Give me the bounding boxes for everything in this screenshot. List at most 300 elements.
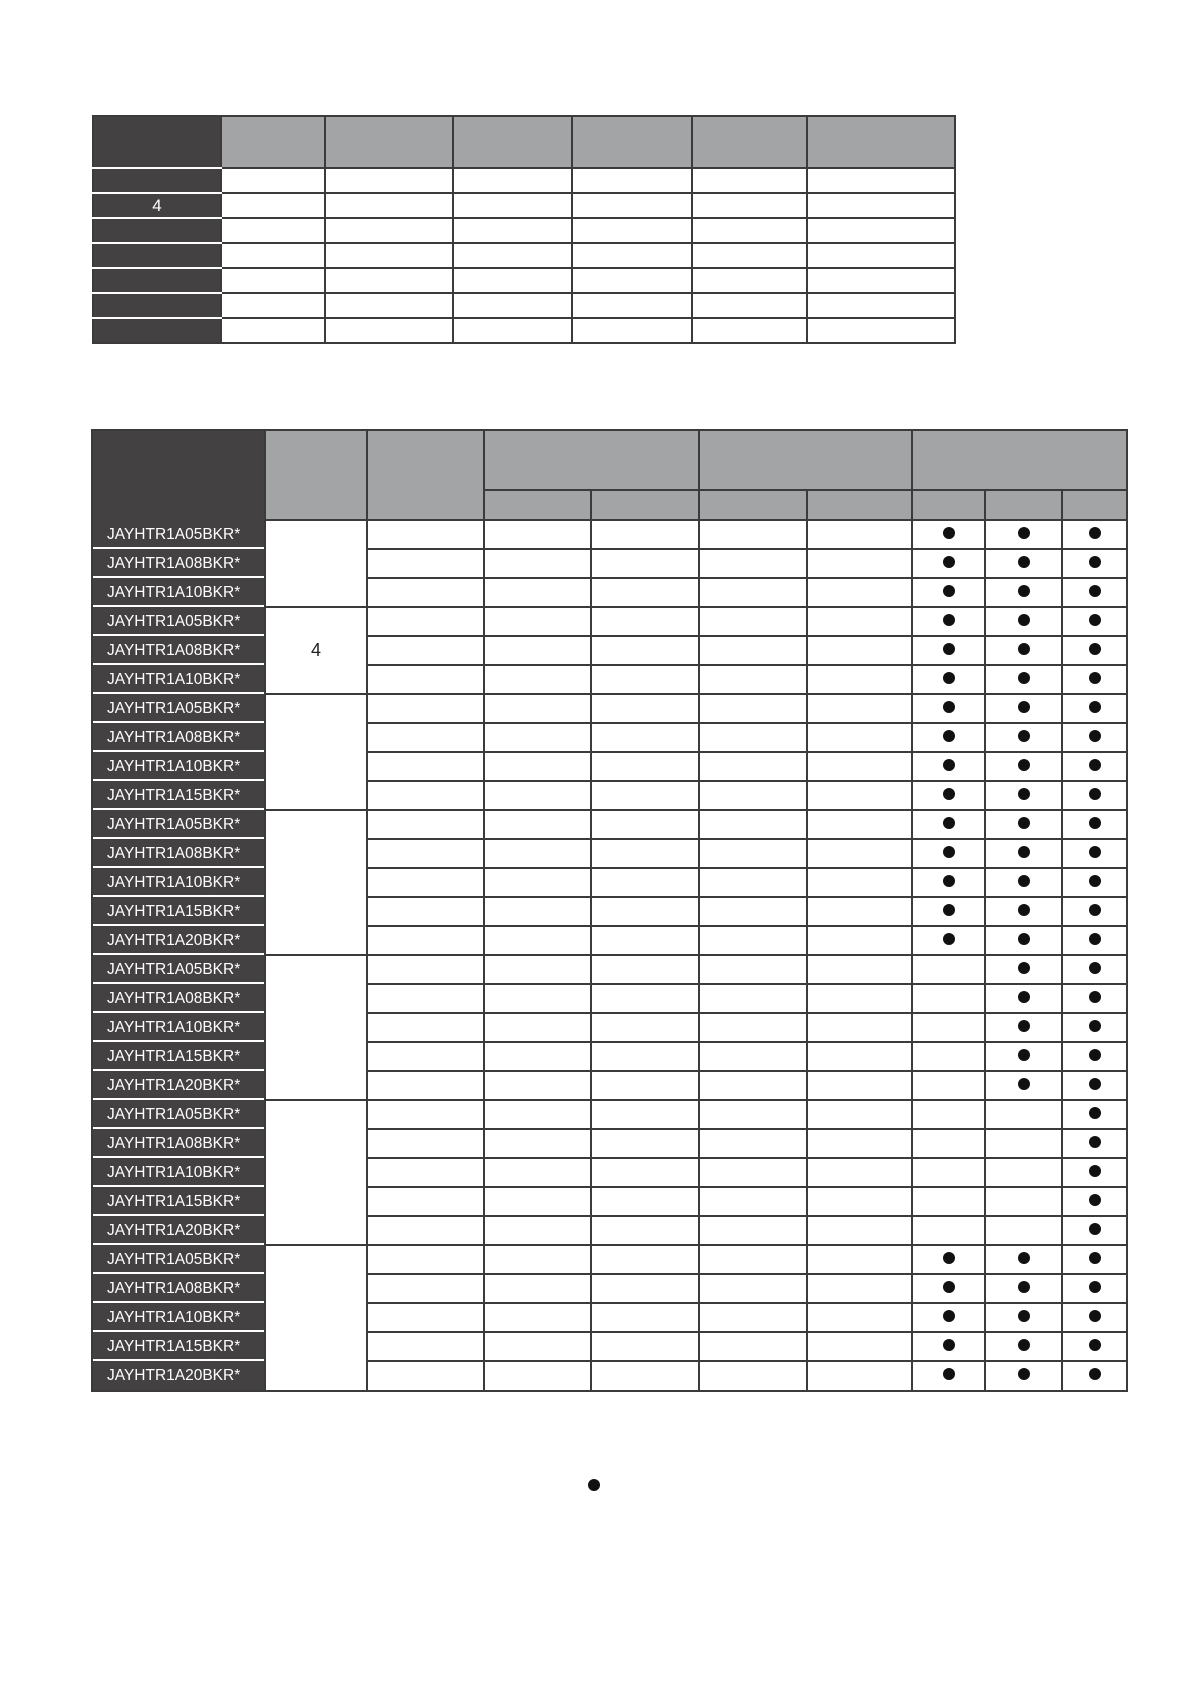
spec-cell xyxy=(807,1071,912,1100)
spec-cell xyxy=(367,1158,484,1187)
table-row xyxy=(92,1274,1127,1303)
compat-cell xyxy=(912,1187,985,1216)
compat-cell xyxy=(985,1303,1062,1332)
spec-cell xyxy=(591,1013,699,1042)
bullet-dot-icon xyxy=(943,904,955,916)
table-row xyxy=(92,868,1127,897)
compat-cell xyxy=(1062,549,1127,578)
bullet-dot-icon xyxy=(943,527,955,539)
spec-cell xyxy=(807,1274,912,1303)
table1-cell xyxy=(325,168,453,193)
compat-cell xyxy=(1062,752,1127,781)
table2-subcol-header xyxy=(1062,490,1127,520)
table-row xyxy=(92,1187,1127,1216)
table-row xyxy=(92,839,1127,868)
spec-cell xyxy=(807,549,912,578)
table1-cell xyxy=(221,193,325,218)
table2-subcol-header xyxy=(807,490,912,520)
spec-cell xyxy=(807,1013,912,1042)
table-row xyxy=(92,810,1127,839)
table1-cell xyxy=(572,218,692,243)
bullet-dot-icon xyxy=(1089,672,1101,684)
compat-cell xyxy=(912,607,985,636)
compat-cell xyxy=(912,868,985,897)
table1-row xyxy=(93,168,955,193)
model-number: JAYHTR1A08BKR* xyxy=(92,723,265,752)
table1-cell xyxy=(453,218,572,243)
compat-cell xyxy=(1062,1187,1127,1216)
table2-group-header xyxy=(484,430,699,490)
table-row xyxy=(92,578,1127,607)
spec-cell xyxy=(484,839,591,868)
spec-cell xyxy=(591,723,699,752)
compat-cell xyxy=(912,1013,985,1042)
spec-cell xyxy=(591,1274,699,1303)
spec-cell xyxy=(591,578,699,607)
spec-cell xyxy=(699,723,807,752)
compat-cell xyxy=(912,636,985,665)
table1-cell xyxy=(692,268,807,293)
spec-cell xyxy=(484,549,591,578)
bullet-dot-icon xyxy=(1018,614,1030,626)
spec-cell xyxy=(699,868,807,897)
compat-cell xyxy=(985,984,1062,1013)
compat-cell xyxy=(985,1332,1062,1361)
spec-cell xyxy=(367,955,484,984)
spec-cell xyxy=(591,752,699,781)
bullet-dot-icon xyxy=(943,701,955,713)
spec-cell xyxy=(484,955,591,984)
compat-cell xyxy=(1062,1042,1127,1071)
compat-cell xyxy=(912,1100,985,1129)
compat-cell xyxy=(985,520,1062,549)
spec-cell xyxy=(367,1274,484,1303)
spec-cell xyxy=(591,1100,699,1129)
spec-cell xyxy=(807,1361,912,1391)
bullet-dot-icon xyxy=(1089,991,1101,1003)
spec-cell xyxy=(484,1071,591,1100)
table-row xyxy=(92,1216,1127,1245)
bullet-dot-icon xyxy=(1089,1020,1101,1032)
table1-cell xyxy=(572,168,692,193)
spec-cell xyxy=(699,636,807,665)
bullet-dot-icon xyxy=(1018,788,1030,800)
table1-row xyxy=(93,193,955,218)
spec-cell xyxy=(807,1187,912,1216)
bullet-dot-icon xyxy=(943,933,955,945)
spec-cell xyxy=(807,1303,912,1332)
bullet-dot-icon xyxy=(1018,1020,1030,1032)
bullet-dot-icon xyxy=(1089,759,1101,771)
table2-col-header xyxy=(367,430,484,520)
bullet-dot-icon xyxy=(1089,1368,1101,1380)
compat-cell xyxy=(985,1158,1062,1187)
model-number: JAYHTR1A15BKR* xyxy=(92,781,265,810)
table-row xyxy=(92,955,1127,984)
table-row xyxy=(92,897,1127,926)
spec-cell xyxy=(591,1303,699,1332)
table-row xyxy=(92,1042,1127,1071)
table1-cell xyxy=(692,193,807,218)
compat-cell xyxy=(1062,694,1127,723)
bullet-dot-icon xyxy=(943,672,955,684)
group-label xyxy=(265,1245,367,1391)
compat-cell xyxy=(912,926,985,955)
model-number: JAYHTR1A10BKR* xyxy=(92,868,265,897)
model-number: JAYHTR1A10BKR* xyxy=(92,1303,265,1332)
compat-cell xyxy=(985,1274,1062,1303)
spec-cell xyxy=(807,1042,912,1071)
spec-cell xyxy=(591,1332,699,1361)
table1-header-row xyxy=(93,116,955,168)
group-label xyxy=(265,1100,367,1245)
bullet-dot-icon xyxy=(943,614,955,626)
table1-cell xyxy=(692,243,807,268)
table1-row-label xyxy=(93,268,221,293)
table1-cell xyxy=(572,243,692,268)
model-number: JAYHTR1A08BKR* xyxy=(92,1274,265,1303)
bullet-dot-icon xyxy=(1089,1223,1101,1235)
spec-cell xyxy=(699,839,807,868)
table1-cell xyxy=(453,193,572,218)
model-number: JAYHTR1A05BKR* xyxy=(92,955,265,984)
bullet-dot-icon xyxy=(1089,643,1101,655)
compat-cell xyxy=(985,868,1062,897)
compat-cell xyxy=(985,578,1062,607)
spec-cell xyxy=(484,926,591,955)
spec-cell xyxy=(699,549,807,578)
table1-col-header xyxy=(453,116,572,168)
spec-cell xyxy=(484,607,591,636)
bullet-dot-icon xyxy=(1089,527,1101,539)
compat-cell xyxy=(912,578,985,607)
spec-cell xyxy=(699,1129,807,1158)
spec-cell xyxy=(807,636,912,665)
compat-cell xyxy=(1062,810,1127,839)
spec-cell xyxy=(591,694,699,723)
compat-cell xyxy=(985,1129,1062,1158)
spec-cell xyxy=(807,1332,912,1361)
spec-cell xyxy=(367,781,484,810)
spec-cell xyxy=(367,1361,484,1391)
spec-cell xyxy=(484,984,591,1013)
table1-row xyxy=(93,218,955,243)
model-number: JAYHTR1A10BKR* xyxy=(92,1013,265,1042)
compat-cell xyxy=(1062,578,1127,607)
compat-cell xyxy=(985,1216,1062,1245)
spec-cell xyxy=(484,1129,591,1158)
bullet-dot-icon xyxy=(1018,527,1030,539)
spec-cell xyxy=(367,810,484,839)
spec-cell xyxy=(591,781,699,810)
compat-cell xyxy=(912,781,985,810)
model-number: JAYHTR1A10BKR* xyxy=(92,665,265,694)
compat-cell xyxy=(1062,781,1127,810)
compat-cell xyxy=(912,1129,985,1158)
compat-cell xyxy=(1062,607,1127,636)
compat-cell xyxy=(985,897,1062,926)
table1-cell xyxy=(692,293,807,318)
group-label xyxy=(265,955,367,1100)
table1-cell xyxy=(221,168,325,193)
table2-subcol-header xyxy=(912,490,985,520)
table2-subcol-header xyxy=(591,490,699,520)
table1-cell xyxy=(572,293,692,318)
spec-cell xyxy=(699,1245,807,1274)
bullet-dot-icon xyxy=(1018,1310,1030,1322)
compat-cell xyxy=(912,694,985,723)
table1-cell xyxy=(325,318,453,343)
bullet-dot-icon xyxy=(1089,1165,1101,1177)
bullet-dot-icon xyxy=(943,788,955,800)
bullet-dot-icon xyxy=(1089,788,1101,800)
table-row xyxy=(92,752,1127,781)
spec-cell xyxy=(807,665,912,694)
compat-cell xyxy=(985,549,1062,578)
bullet-dot-icon xyxy=(1089,1339,1101,1351)
spec-cell xyxy=(367,868,484,897)
compat-cell xyxy=(985,810,1062,839)
compat-cell xyxy=(912,549,985,578)
compat-cell xyxy=(985,636,1062,665)
spec-cell xyxy=(699,810,807,839)
table1-row-label xyxy=(93,293,221,318)
bullet-dot-icon xyxy=(1018,904,1030,916)
spec-cell xyxy=(807,868,912,897)
table-row xyxy=(92,1245,1127,1274)
spec-cell xyxy=(367,723,484,752)
table-row xyxy=(92,984,1127,1013)
spec-cell xyxy=(699,1274,807,1303)
table1-cell xyxy=(572,193,692,218)
compat-cell xyxy=(985,1013,1062,1042)
bullet-dot-icon xyxy=(1018,1339,1030,1351)
spec-cell xyxy=(484,1274,591,1303)
model-number: JAYHTR1A05BKR* xyxy=(92,520,265,549)
table-row xyxy=(92,636,1127,665)
compat-cell xyxy=(1062,897,1127,926)
spec-cell xyxy=(699,1332,807,1361)
spec-cell xyxy=(591,897,699,926)
table-row xyxy=(92,926,1127,955)
bullet-dot-icon xyxy=(943,1281,955,1293)
spec-cell xyxy=(807,1129,912,1158)
spec-cell xyxy=(591,549,699,578)
compat-cell xyxy=(1062,839,1127,868)
table1-cell xyxy=(572,268,692,293)
table1-col-header xyxy=(807,116,955,168)
bullet-dot-icon xyxy=(1089,585,1101,597)
spec-cell xyxy=(807,955,912,984)
table1-row xyxy=(93,293,955,318)
table1-cell xyxy=(453,293,572,318)
bullet-dot-icon xyxy=(1018,875,1030,887)
bullet-dot-icon xyxy=(1089,875,1101,887)
bullet-dot-icon xyxy=(1089,962,1101,974)
table-row xyxy=(92,1332,1127,1361)
table2-group-header xyxy=(912,430,1127,490)
model-number: JAYHTR1A05BKR* xyxy=(92,810,265,839)
bullet-dot-icon xyxy=(943,1339,955,1351)
spec-cell xyxy=(699,520,807,549)
spec-cell xyxy=(591,636,699,665)
table1-cell xyxy=(807,318,955,343)
model-compatibility-table xyxy=(91,429,1128,1392)
spec-cell xyxy=(591,1071,699,1100)
table-row xyxy=(92,1303,1127,1332)
bullet-dot-icon xyxy=(1089,556,1101,568)
compat-cell xyxy=(985,752,1062,781)
compat-cell xyxy=(1062,1158,1127,1187)
bullet-dot-icon xyxy=(1018,962,1030,974)
spec-cell xyxy=(484,694,591,723)
bullet-dot-icon xyxy=(1089,846,1101,858)
table1-cell xyxy=(325,243,453,268)
bullet-dot-icon xyxy=(943,1310,955,1322)
bullet-dot-icon xyxy=(1018,672,1030,684)
spec-cell xyxy=(807,781,912,810)
spec-cell xyxy=(367,1071,484,1100)
compat-cell xyxy=(1062,1216,1127,1245)
table1-row xyxy=(93,268,955,293)
spec-cell xyxy=(591,955,699,984)
model-number: JAYHTR1A08BKR* xyxy=(92,1129,265,1158)
spec-cell xyxy=(699,781,807,810)
bullet-dot-icon xyxy=(943,1252,955,1264)
spec-cell xyxy=(484,1100,591,1129)
table1-cell xyxy=(807,218,955,243)
model-number: JAYHTR1A08BKR* xyxy=(92,839,265,868)
compat-cell xyxy=(912,752,985,781)
spec-cell xyxy=(807,984,912,1013)
table2-subcol-header xyxy=(699,490,807,520)
spec-cell xyxy=(807,1158,912,1187)
spec-cell xyxy=(484,752,591,781)
model-number: JAYHTR1A15BKR* xyxy=(92,1187,265,1216)
spec-cell xyxy=(699,1187,807,1216)
spec-cell xyxy=(484,1013,591,1042)
spec-cell xyxy=(591,665,699,694)
spec-cell xyxy=(699,694,807,723)
model-number: JAYHTR1A10BKR* xyxy=(92,1158,265,1187)
spec-cell xyxy=(807,694,912,723)
spec-cell xyxy=(367,1332,484,1361)
model-number: JAYHTR1A20BKR* xyxy=(92,926,265,955)
table1-cell xyxy=(221,243,325,268)
spec-cell xyxy=(484,1303,591,1332)
spec-cell xyxy=(484,723,591,752)
compat-cell xyxy=(912,1361,985,1391)
table1-cell xyxy=(692,318,807,343)
table1-corner-header xyxy=(93,116,221,168)
model-number: JAYHTR1A08BKR* xyxy=(92,549,265,578)
compat-cell xyxy=(1062,1303,1127,1332)
table1-col-header xyxy=(221,116,325,168)
bullet-dot-icon xyxy=(1089,1252,1101,1264)
compat-cell xyxy=(1062,1274,1127,1303)
bullet-dot-icon xyxy=(1089,1136,1101,1148)
spec-cell xyxy=(484,868,591,897)
table1-row xyxy=(93,318,955,343)
bullet-dot-icon xyxy=(1089,817,1101,829)
model-number: JAYHTR1A08BKR* xyxy=(92,636,265,665)
table-row xyxy=(92,549,1127,578)
compat-cell xyxy=(912,897,985,926)
spec-cell xyxy=(484,1245,591,1274)
table-row xyxy=(92,1071,1127,1100)
bullet-dot-icon xyxy=(1089,614,1101,626)
bullet-dot-icon xyxy=(1018,933,1030,945)
spec-cell xyxy=(484,520,591,549)
bullet-dot-icon xyxy=(1018,701,1030,713)
model-number: JAYHTR1A15BKR* xyxy=(92,1332,265,1361)
model-number: JAYHTR1A05BKR* xyxy=(92,1245,265,1274)
group-label xyxy=(265,520,367,607)
spec-cell xyxy=(367,1216,484,1245)
compat-cell xyxy=(1062,1245,1127,1274)
spec-cell xyxy=(591,926,699,955)
spec-cell xyxy=(591,839,699,868)
model-number: JAYHTR1A15BKR* xyxy=(92,897,265,926)
compat-cell xyxy=(1062,1013,1127,1042)
bullet-dot-icon xyxy=(943,585,955,597)
spec-cell xyxy=(367,1042,484,1071)
compat-cell xyxy=(985,1245,1062,1274)
compat-cell xyxy=(985,1100,1062,1129)
table1-cell xyxy=(807,268,955,293)
spec-cell xyxy=(699,1013,807,1042)
bullet-dot-icon xyxy=(1089,701,1101,713)
table1-cell xyxy=(692,218,807,243)
table1-cell xyxy=(453,318,572,343)
bullet-dot-icon xyxy=(1018,1281,1030,1293)
table-row xyxy=(92,665,1127,694)
spec-cell xyxy=(591,1042,699,1071)
spec-cell xyxy=(699,897,807,926)
bullet-dot-icon xyxy=(1089,1107,1101,1119)
table1-row xyxy=(93,243,955,268)
compat-cell xyxy=(1062,955,1127,984)
spec-cell xyxy=(367,897,484,926)
spec-cell xyxy=(807,1245,912,1274)
bullet-dot-icon xyxy=(1018,585,1030,597)
spec-cell xyxy=(484,1158,591,1187)
bullet-dot-icon xyxy=(1018,759,1030,771)
spec-cell xyxy=(699,665,807,694)
model-number: JAYHTR1A20BKR* xyxy=(92,1216,265,1245)
spec-cell xyxy=(699,1303,807,1332)
spec-cell xyxy=(367,578,484,607)
spec-cell xyxy=(484,1216,591,1245)
table1-cell xyxy=(807,293,955,318)
spec-cell xyxy=(484,665,591,694)
compat-cell xyxy=(912,1158,985,1187)
compat-cell xyxy=(912,984,985,1013)
spec-cell xyxy=(591,1245,699,1274)
spec-cell xyxy=(367,1187,484,1216)
table2-subcol-header xyxy=(985,490,1062,520)
model-number: JAYHTR1A20BKR* xyxy=(92,1071,265,1100)
table1-cell xyxy=(221,293,325,318)
compat-cell xyxy=(985,1187,1062,1216)
spec-cell xyxy=(699,1158,807,1187)
table1-cell xyxy=(325,218,453,243)
table1-cell xyxy=(692,168,807,193)
compat-cell xyxy=(912,1332,985,1361)
compat-cell xyxy=(912,520,985,549)
bullet-dot-icon xyxy=(943,730,955,742)
spec-cell xyxy=(484,578,591,607)
